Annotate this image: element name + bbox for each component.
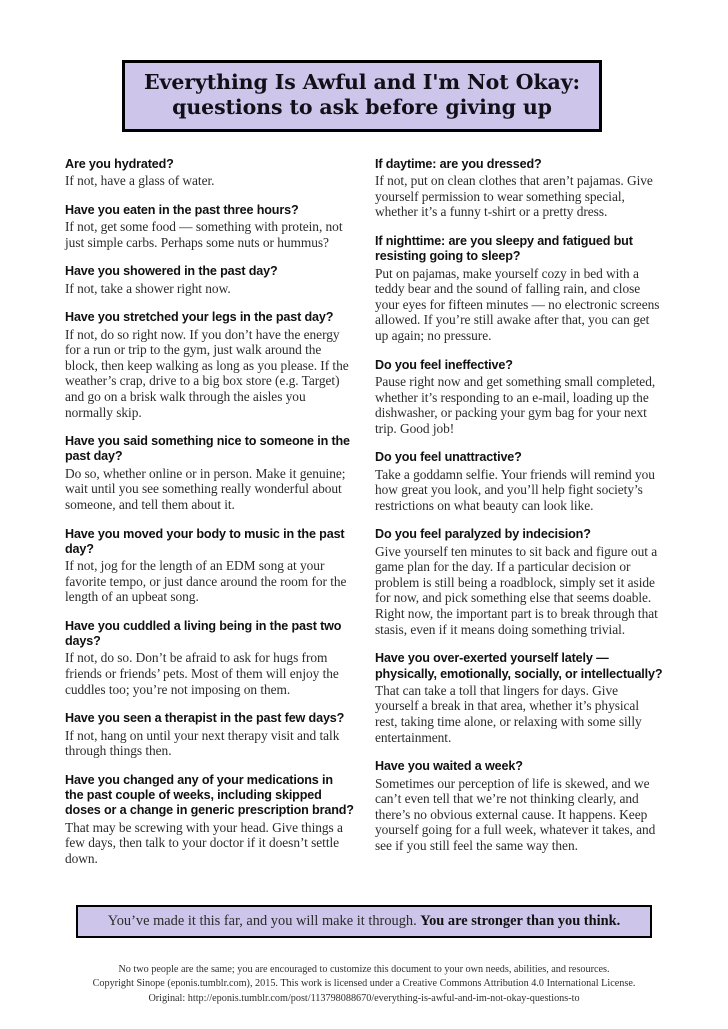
- question-heading: Have you changed any of your medications in the past couple of weeks, including skipped doses or a change in generic prescription brand?: [65, 772, 354, 818]
- question-block: [375, 759, 664, 853]
- question-block: [65, 527, 354, 605]
- encouragement-text: [86, 912, 642, 930]
- question-block: [65, 203, 354, 250]
- encouragement-normal: You’ve made it this far, and you will make it through.: [107, 913, 421, 929]
- question-answer: If not, do so right now. If you don’t have the energy for a run or trip to the gym, just walk around the block, then keep walking as long as you please. If the weather’s crap, drive to a big box store (e.g. Target) and go on a brisk walk through the aisles you normally skip.: [65, 326, 349, 420]
- question-answer: That may be screwing with your head. Give things a few days, then talk to your doctor if it doesn’t settle down.: [65, 819, 343, 866]
- question-answer: If not, hang on until your next therapy visit and talk through things then.: [65, 727, 340, 759]
- question-answer: If not, do so. Don’t be afraid to ask for hugs from friends or friends’ pets. Most of them will enjoy the cuddles too; you’re not imposing on them.: [65, 650, 339, 697]
- question-heading: If nighttime: are you sleepy and fatigued but resisting going to sleep?: [375, 234, 633, 264]
- question-answer: That can take a toll that lingers for days. Give yourself a break in that area, whether it’s physical rest, taking time alone, or relaxing with some silly entertainment.: [375, 682, 642, 745]
- question-block: [65, 310, 354, 420]
- question-heading: Do you feel ineffective?: [375, 357, 513, 372]
- question-answer: If not, jog for the length of an EDM song at your favorite tempo, or just dance around the room for the length of an upbeat song.: [65, 558, 347, 605]
- question-block: [375, 450, 664, 513]
- question-block: [65, 157, 354, 189]
- question-heading: Have you waited a week?: [375, 759, 523, 774]
- question-answer: Do so, whether online or in person. Make it genuine; wait until you see something really wonderful about someone, and tell them about it.: [65, 465, 346, 512]
- question-heading: Have you moved your body to music in the past day?: [65, 526, 345, 556]
- question-block: [65, 619, 354, 697]
- question-answer: Put on pajamas, make yourself cozy in bed with a teddy bear and the sound of falling rain, and close your eyes for fifteen minutes — no electronic screens allowed. If you’re still awake after that, you can get up again; no pressure.: [375, 265, 660, 344]
- left-column: [65, 157, 354, 866]
- fine-print-line-customize: No two people are the same; you are encouraged to customize this document to your own needs, abilities, and resources.: [118, 964, 610, 975]
- question-heading: Have you said something nice to someone in the past day?: [65, 434, 350, 464]
- question-answer: If not, put on clean clothes that aren’t pajamas. Give yourself permission to wear something special, whether it’s a funny t-shirt or a pretty dress.: [375, 173, 653, 220]
- question-block: [65, 434, 354, 512]
- question-heading: Have you showered in the past day?: [65, 264, 278, 279]
- question-block: [375, 234, 664, 344]
- question-answer: Give yourself ten minutes to sit back and figure out a game plan for the day. If a particular decision or problem is still being a roadblock, simply set it aside for now, and pick something else that seems doable. Right now, the important part is to break through that stasis, even if it means doing something trivial.: [375, 543, 658, 637]
- question-block: [375, 358, 664, 437]
- question-block: [65, 773, 354, 867]
- fine-print: [0, 963, 728, 1006]
- question-answer: Take a goddamn selfie. Your friends will remind you how great you look, and you’ll help fight society’s restrictions on what beauty can look like.: [375, 466, 655, 513]
- question-block: [375, 157, 664, 220]
- question-answer: If not, get some food — something with protein, not just simple carbs. Perhaps some nuts or hummus?: [65, 219, 343, 250]
- title-banner: [122, 60, 602, 132]
- title-line-2: questions to ask before giving up: [172, 95, 552, 119]
- question-heading: Are you hydrated?: [65, 157, 174, 171]
- question-answer: If not, take a shower right now.: [65, 280, 231, 296]
- question-heading: Have you seen a therapist in the past few days?: [65, 711, 345, 726]
- question-heading: Have you eaten in the past three hours?: [65, 202, 299, 217]
- question-block: [375, 651, 664, 745]
- encouragement-banner: [76, 905, 652, 938]
- question-answer: Sometimes our perception of life is skewed, and we can’t even tell that we’re not thinking clearly, and there’s no obvious external cause. It happens. Keep yourself going for a full week, whatever it takes, and see if you still feel the same way then.: [375, 775, 656, 853]
- question-heading: Have you stretched your legs in the past day?: [65, 310, 334, 325]
- question-block: [65, 264, 354, 296]
- fine-print-line-original-url: Original: http://eponis.tumblr.com/post/113798088670/everything-is-awful-and-im-not-okay-questions-to: [148, 992, 580, 1004]
- question-heading: Do you feel paralyzed by indecision?: [375, 527, 591, 542]
- question-heading: Do you feel unattractive?: [375, 450, 522, 465]
- question-heading: Have you cuddled a living being in the past two days?: [65, 618, 342, 649]
- question-heading: Have you over-exerted yourself lately — physically, emotionally, socially, or intellectually?: [375, 651, 663, 681]
- question-answer: If not, have a glass of water.: [65, 173, 215, 189]
- question-block: [375, 527, 664, 637]
- question-answer: Pause right now and get something small completed, whether it’s responding to an e-mail, loading up the dishwasher, or packing your gym bag for your next trip. Good job!: [375, 373, 656, 436]
- encouragement-bold: You are stronger than you think.: [420, 913, 621, 929]
- right-column: [375, 157, 664, 853]
- fine-print-line-copyright: Copyright Sinope (eponis.tumblr.com), 2015. This work is licensed under a Creative Commons Attribution 4.0 International License.: [92, 978, 636, 990]
- title-line-1: Everything Is Awful and I'm Not Okay:: [144, 70, 580, 94]
- question-heading: If daytime: are you dressed?: [375, 157, 542, 171]
- question-block: [65, 711, 354, 758]
